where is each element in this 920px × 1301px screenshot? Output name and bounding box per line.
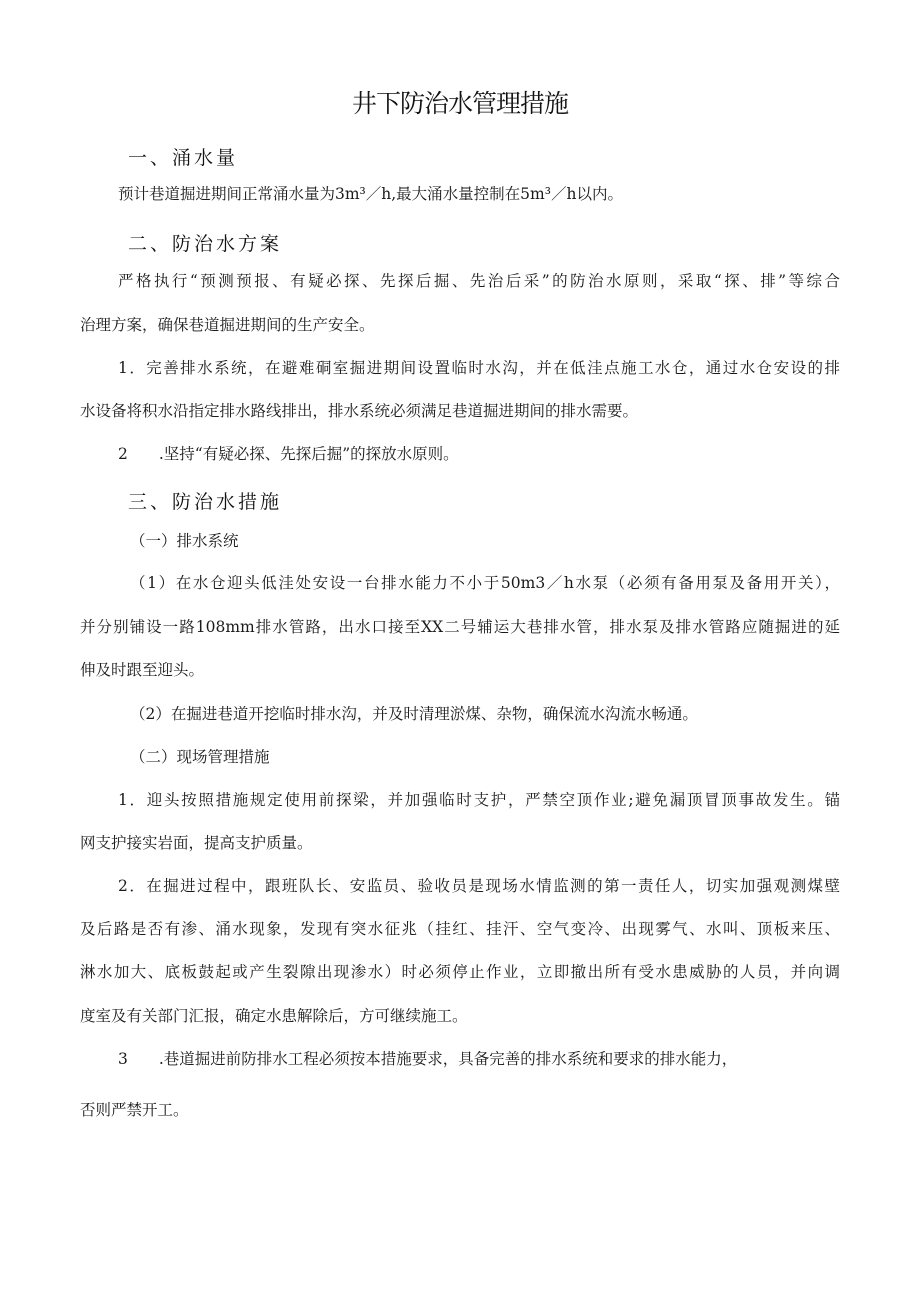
paragraph: 严格执行“预测预报、有疑必探、先探后掘、先治后采”的防治水原则，采取“探、排”等综合 (118, 272, 840, 290)
paragraph: 2．在掘进过程中，跟班队长、安监员、验收员是现场水情监测的第一责任人，切实加强观测煤壁 (118, 877, 840, 895)
paragraph: 3 .巷道掘进前防排水工程必须按本措施要求，具备完善的排水系统和要求的排水能力， (118, 1050, 738, 1068)
paragraph: 2 .坚持“有疑必探、先探后掘”的探放水原则。 (118, 445, 459, 463)
section-heading-water-inflow: 一、涌水量 (128, 147, 239, 169)
paragraph: 水设备将积水沿指定排水路线排出，排水系统必须满足巷道掘进期间的排水需要。 (80, 402, 639, 420)
paragraph: 并分别铺设一路108mm排水管路，出水口接至XX二号辅运大巷排水管，排水泵及排水管路应随掘进的延 (80, 618, 840, 636)
paragraph: （2）在掘进巷道开挖临时排水沟，并及时清理淤煤、杂物，确保流水沟流水畅通。 (130, 705, 698, 723)
paragraph: 伸及时跟至迎头。 (80, 661, 205, 679)
paragraph: （1）在水仓迎头低洼处安设一台排水能力不小于50m3／h水泵（必须有备用泵及备用开关）， (130, 574, 840, 592)
paragraph: 及后路是否有渗、涌水现象，发现有突水征兆（挂红、挂汗、空气变冷、出现雾气、水叫、顶板来压、 (80, 920, 840, 938)
document-title: 井下防治水管理措施 (351, 89, 568, 118)
paragraph: 否则严禁开工。 (80, 1101, 189, 1119)
section-heading-water-measures: 三、防治水措施 (128, 491, 283, 513)
paragraph: 预计巷道掘进期间正常涌水量为3m³／h,最大涌水量控制在5m³／h以内。 (118, 185, 623, 203)
paragraph: 网支护接实岩面，提高支护质量。 (80, 834, 313, 852)
paragraph: 治理方案，确保巷道掘进期间的生产安全。 (80, 316, 375, 334)
paragraph: 淋水加大、底板鼓起或产生裂隙出现渗水）时必须停止作业，立即撤出所有受水患威胁的人员，并向调 (80, 963, 840, 981)
paragraph: 1．迎头按照措施规定使用前探梁，并加强临时支护，严禁空顶作业;避免漏顶冒顶事故发生。锚 (118, 791, 840, 809)
paragraph: 1．完善排水系统，在避难硐室掘进期间设置临时水沟，并在低洼点施工水仓，通过水仓安设的排 (118, 359, 840, 377)
paragraph: 度室及有关部门汇报，确定水患解除后，方可继续施工。 (80, 1007, 468, 1025)
section-heading-water-plan: 二、防治水方案 (128, 233, 283, 255)
subsection-heading-site-management: （二）现场管理措施 (130, 748, 270, 766)
subsection-heading-drainage: （一）排水系统 (130, 532, 239, 550)
